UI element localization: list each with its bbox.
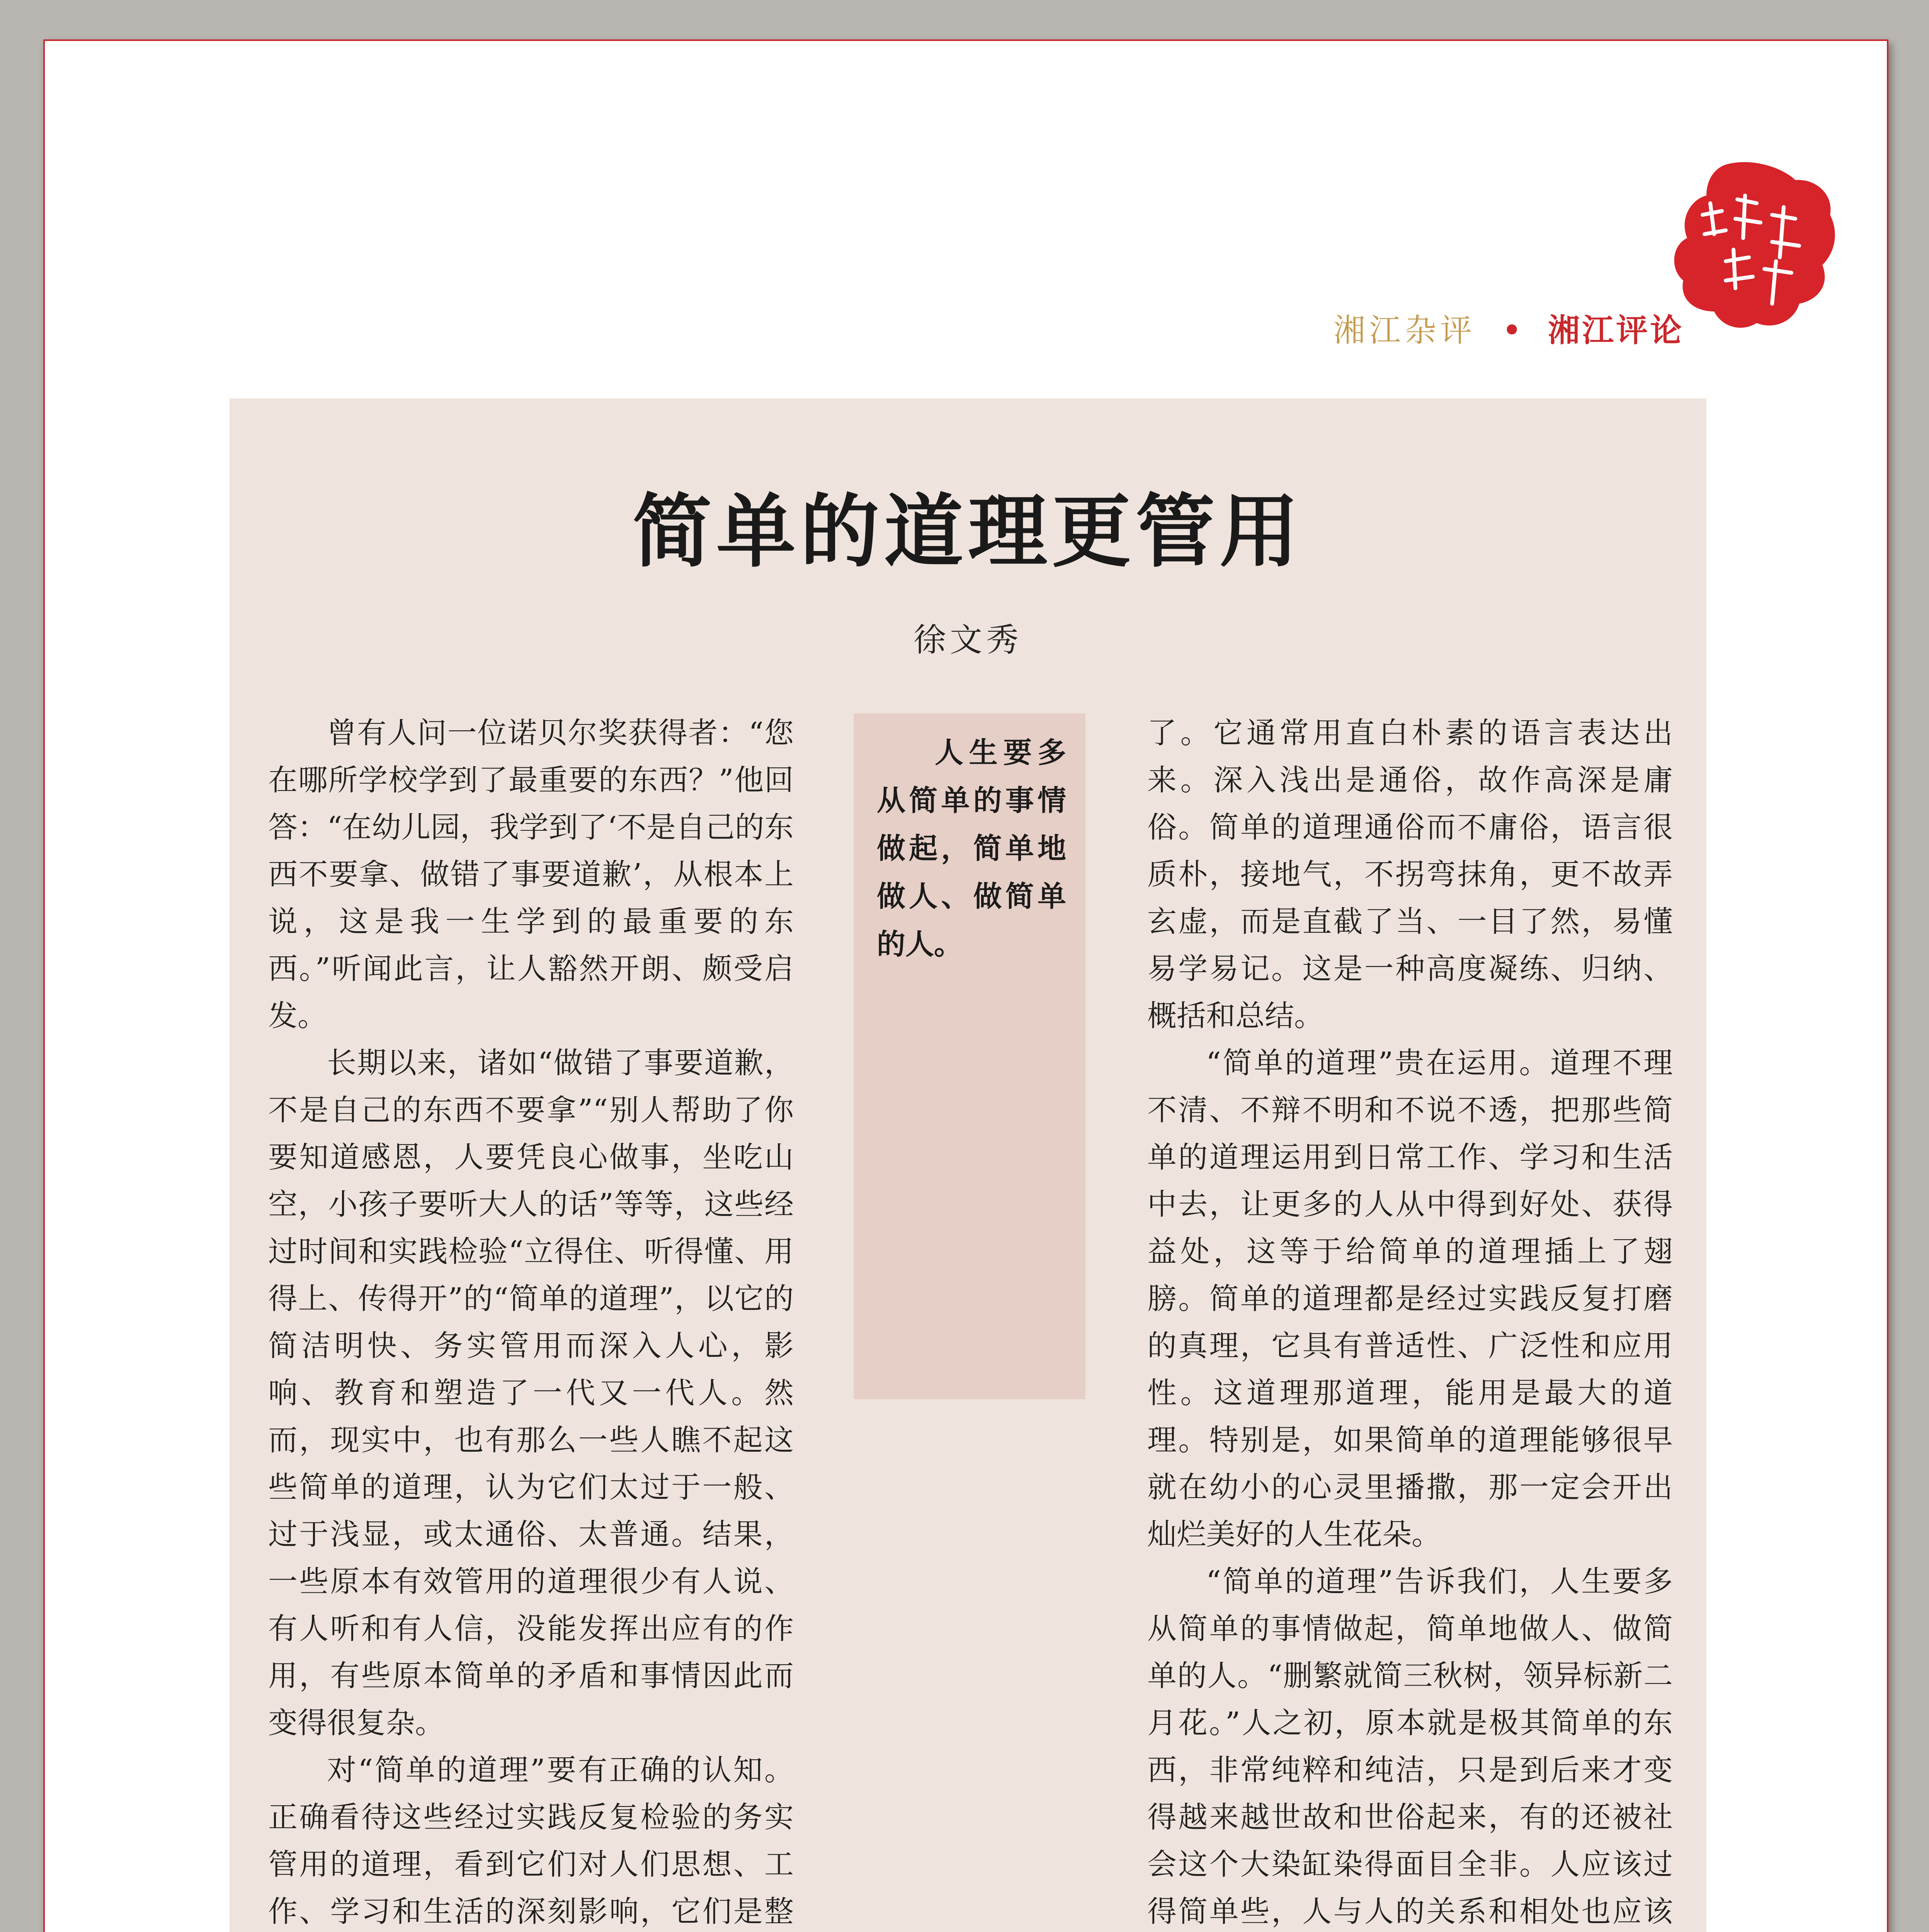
article-column-right <box>1147 709 1673 1932</box>
paragraph: 曾有人问一位诺贝尔奖获得者：“您在哪所学校学到了最重要的东西？”他回答：“在幼儿园，我学到了‘不是自己的东西不要拿、做错了事要道歉’，从根本上说，这是我一生学到的最重要的东西。”听闻此言，让人豁然开朗、颇受启发。 <box>268 716 794 1033</box>
paragraph: 对“简单的道理”要有正确的认知。正确看待这些经过实践反复检验的务实管用的道理，看到它们对人们思想、工作、学习和生活的深刻影响，它们是整 <box>268 1753 794 1929</box>
header-separator: • <box>1502 310 1522 351</box>
paragraph: 长期以来，诸如“做错了事要道歉，不是自己的东西不要拿”“别人帮助了你要知道感恩，人要凭良心做事，坐吃山空，小孩子要听大人的话”等等，这些经过时间和实践检验“立得住、听得懂、用得上、传得开”的“简单的道理”，以它的简洁明快、务实管用而深入人心，影响、教育和塑造了一代又一代人。然而，现实中，也有那么一些人瞧不起这些简单的道理，认为它们太过于一般、过于浅显，或太通俗、太普通。结果，一些原本有效管用的道理很少有人说、有人听和有人信，没能发挥出应有的作用，有些原本简单的矛盾和事情因此而变得很复杂。 <box>268 1046 794 1740</box>
magazine-name: 湘江评论 <box>1548 312 1684 349</box>
paragraph: 了。它通常用直白朴素的语言表达出来。深入浅出是通俗，故作高深是庸俗。简单的道理通俗而不庸俗，语言很质朴，接地气，不拐弯抹角，更不故弄玄虚，而是直截了当、一目了然，易懂易学易记。这是一种高度凝练、归纳、概括和总结。 <box>1147 716 1673 1033</box>
pull-quote: 人生要多从简单的事情做起，简单地做人、做简单的人。 <box>877 736 1066 961</box>
article-title: 简单的道理更管用 <box>633 485 1303 578</box>
paragraph: “简单的道理”贵在运用。道理不理不清、不辩不明和不说不透，把那些简单的道理运用到日常工作、学习和生活中去，让更多的人从中得到好处、获得益处，这等于给简单的道理插上了翅膀。简单的道理都是经过实践反复打磨的真理，它具有普适性、广泛性和应用性。这道理那道理，能用是最大的道理。特别是，如果简单的道理能够很早就在幼小的心灵里播撒，那一定会开出灿烂美好的人生花朵。 <box>1147 1046 1673 1551</box>
article-author: 徐文秀 <box>913 621 1022 659</box>
magazine-page <box>43 39 1888 1932</box>
section-label: 湘江杂评 <box>1334 312 1476 349</box>
pull-quote-box <box>854 713 1085 1399</box>
paragraph: “简单的道理”告诉我们，人生要多从简单的事情做起，简单地做人、做简单的人。“删繁就简三秋树，领异标新二月花。”人之初，原本就是极其简单的东西，非常纯粹和纯洁，只是到后来才变得越来越世故和世俗起来，有的还被社会这个大染缸染得面目全非。人应该过得简单些，人与人的关系和相处也应该 <box>1147 1564 1673 1929</box>
article-column-left <box>268 709 794 1932</box>
article-panel <box>230 398 1706 1932</box>
xinxiang-pinglun-logo <box>1668 157 1842 335</box>
